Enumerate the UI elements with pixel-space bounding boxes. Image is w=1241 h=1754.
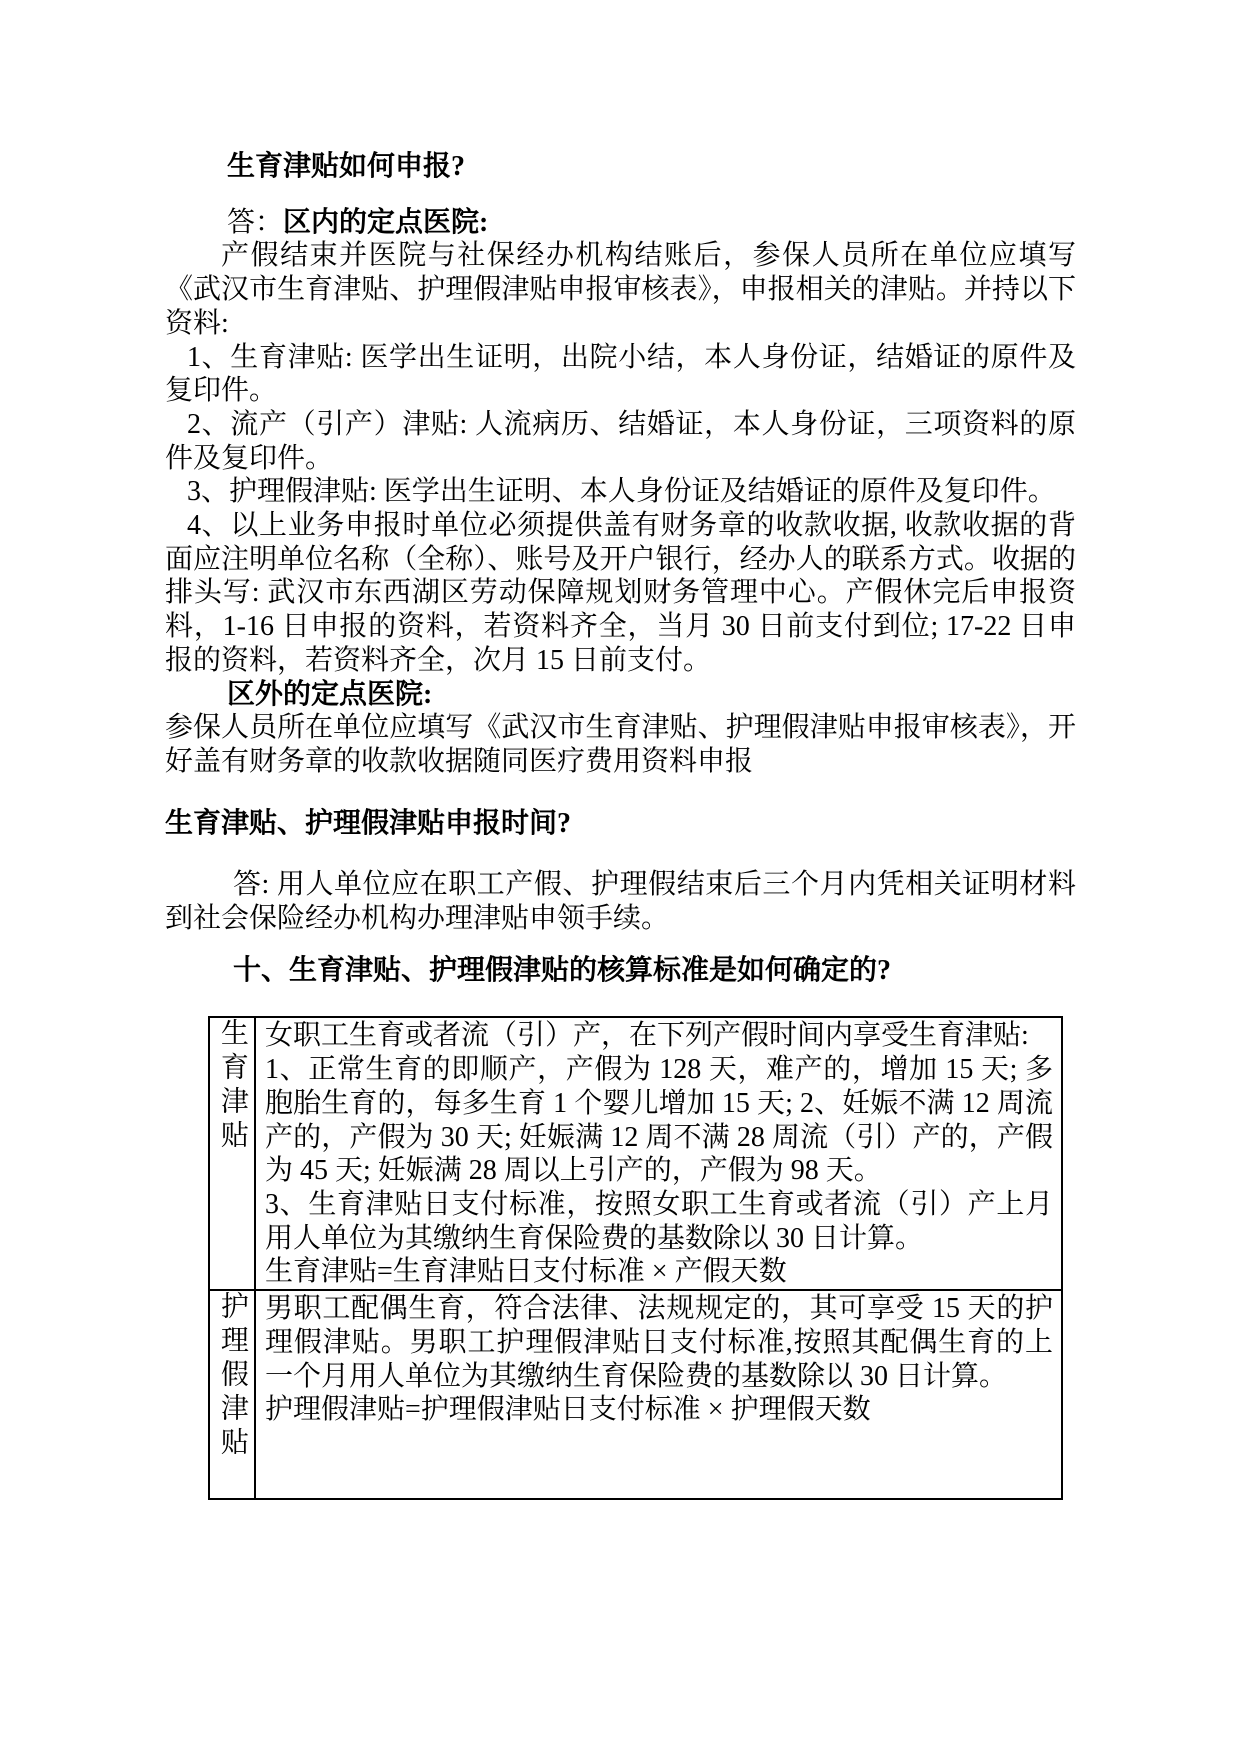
table-row-maternity-allowance bbox=[209, 1017, 1062, 1290]
answer-prefix: 答： bbox=[227, 206, 284, 238]
list-item-4-receipt-requirements: 4、以上业务申报时单位必须提供盖有财务章的收款收据, 收款收据的背面应注明单位名称（全称）、账号及开户银行，经办人的联系方式。收据的排头写: 武汉市东西湖区劳动保障规划财务管理中心。产假休完后申报资料，1-16 日申报的资料，若资料齐全，当月 30 日前支付到位; 17-22 日申报的资料，若资料齐全，次月 15 日前支付。 bbox=[165, 510, 1076, 676]
benefits-calculation-table bbox=[208, 1016, 1063, 1500]
inside-hospital-subheading: 区内的定点医院: bbox=[283, 206, 489, 238]
table-cell-paragraph: 1、正常生育的即顺产，产假为 128 天，难产的，增加 15 天; 多胞胎生育的，每多生育 1 个婴儿增加 15 天; 2、妊娠不满 12 周流产的，产假为 30 天; 妊娠满 12 周不满 28 周流（引）产的，产假为 45 天; 妊娠满 28 周以上引产的，产假为 98 天。 bbox=[265, 1054, 1053, 1187]
outside-hospital-subheading: 区外的定点医院: bbox=[227, 678, 433, 710]
question-1-heading: 生育津贴如何申报? bbox=[227, 151, 466, 182]
row-label-vertical-text: 生育津贴 bbox=[216, 1018, 248, 1155]
table-row-paternity-leave-allowance bbox=[209, 1290, 1062, 1499]
document-content bbox=[165, 150, 1076, 1500]
row-label-cell bbox=[209, 1017, 255, 1290]
table-cell-paragraph: 女职工生育或者流（引）产，在下列产假时间内享受生育津贴: bbox=[265, 1020, 1029, 1052]
question-2-heading: 生育津贴、护理假津贴申报时间? bbox=[165, 807, 572, 839]
table-cell-paragraph: 男职工配偶生育，符合法律、法规规定的，其可享受 15 天的护理假津贴。男职工护理假津贴日支付标准,按照其配偶生育的上一个月用人单位为其缴纳生育保险费的基数除以 30 日计算。 bbox=[265, 1293, 1053, 1392]
answer-2-paragraph: 答: 用人单位应在职工产假、护理假结束后三个月内凭相关证明材料到社会保险经办机构办理津贴申领手续。 bbox=[165, 869, 1076, 935]
row-label-vertical-text: 护理假津贴 bbox=[216, 1291, 248, 1462]
row-content-cell bbox=[255, 1290, 1062, 1499]
list-item-2-miscarriage-allowance: 2、流产（引产）津贴: 人流病历、结婚证，本人身份证，三项资料的原件及复印件。 bbox=[165, 408, 1076, 474]
paragraph-intro: 产假结束并医院与社保经办机构结账后，参保人员所在单位应填写《武汉市生育津贴、护理假津贴申报审核表》，申报相关的津贴。并持以下资料: bbox=[165, 240, 1076, 339]
question-3-heading: 十、生育津贴、护理假津贴的核算标准是如何确定的? bbox=[233, 954, 892, 986]
list-item-1-maternity-allowance: 1、生育津贴: 医学出生证明，出院小结，本人身份证，结婚证的原件及复印件。 bbox=[165, 341, 1076, 407]
table-cell-paragraph: 生育津贴=生育津贴日支付标准 × 产假天数 bbox=[265, 1256, 787, 1288]
paragraph-outside-hospital: 参保人员所在单位应填写《武汉市生育津贴、护理假津贴申报审核表》，开好盖有财务章的收款收据随同医疗费用资料申报 bbox=[165, 712, 1076, 777]
answer-1-lead-line bbox=[165, 206, 1076, 240]
table-cell-paragraph: 3、生育津贴日支付标准，按照女职工生育或者流（引）产上月用人单位为其缴纳生育保险费的基数除以 30 日计算。 bbox=[265, 1188, 1053, 1254]
row-content-cell bbox=[255, 1017, 1062, 1290]
row-label-cell bbox=[209, 1290, 255, 1499]
list-item-3-paternity-leave-allowance: 3、护理假津贴: 医学出生证明、本人身份证及结婚证的原件及复印件。 bbox=[187, 476, 1056, 508]
table-cell-paragraph: 护理假津贴=护理假津贴日支付标准 × 护理假天数 bbox=[265, 1394, 871, 1426]
